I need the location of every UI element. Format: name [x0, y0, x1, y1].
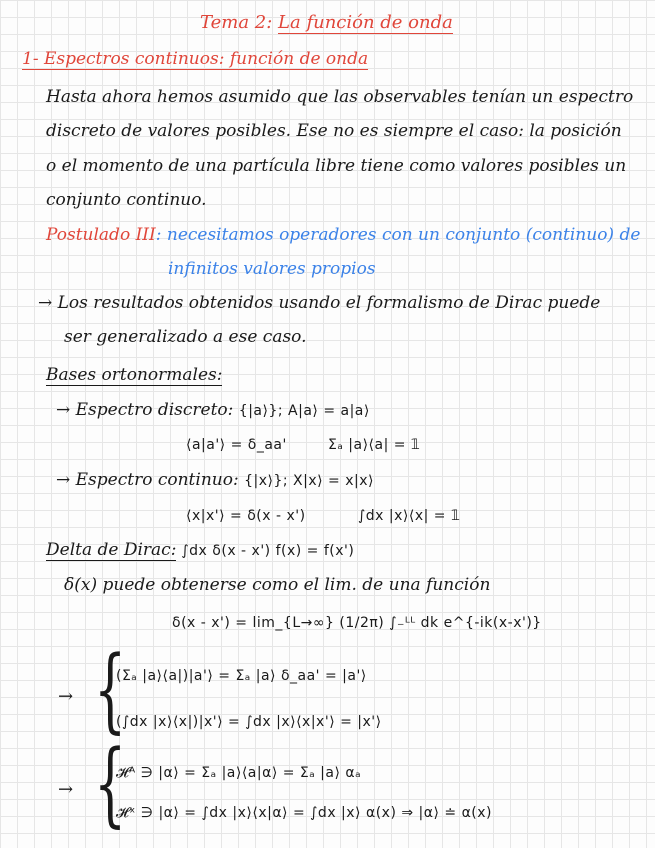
discrete-row — [56, 399, 370, 422]
section-heading — [22, 48, 368, 70]
bases-heading-text: Bases ortonormales: — [46, 365, 223, 385]
intro-line-2: discreto de valores posibles. Ese no es siempre el caso: la posición — [46, 121, 622, 141]
postulate-text-1: : necesitamos operadores con un conjunto (continuo) de — [155, 225, 641, 245]
continuous-equation: {|x⟩}; X|x⟩ = x|x⟩ — [244, 473, 374, 489]
discrete-orthonormality: ⟨a|a'⟩ = δ_aa' — [186, 437, 287, 453]
delta-definition: ∫dx δ(x - x') f(x) = f(x') — [176, 543, 355, 559]
discrete-label: → Espectro discreto: — [56, 400, 239, 420]
system-1-line-2: (∫dx |x⟩⟨x|)|x'⟩ = ∫dx |x⟩⟨x|x'⟩ = |x'⟩ — [116, 714, 382, 730]
postulate-line-1 — [46, 224, 640, 246]
dirac-line-2: ser generalizado a ese caso. — [64, 327, 307, 347]
postulate-line-2: infinitos valores propios — [168, 259, 376, 279]
dirac-line-1: → Los resultados obtenidos usando el formalismo de Dirac puede — [38, 293, 601, 313]
intro-line-4: conjunto continuo. — [46, 190, 207, 210]
delta-formula: δ(x - x') = lim_{L→∞} (1/2π) ∫₋ᴸᴸ dk e^{-ik(x-x')} — [172, 615, 542, 631]
delta-row — [46, 539, 354, 562]
intro-line-3: o el momento de una partícula libre tiene como valores posibles un — [46, 156, 627, 176]
discrete-equation: {|a⟩}; A|a⟩ = a|a⟩ — [238, 403, 370, 419]
delta-heading: Delta de Dirac: — [46, 540, 177, 560]
continuous-row — [56, 469, 374, 492]
continuous-closure: ∫dx |x⟩⟨x| = 𝟙 — [358, 508, 461, 524]
title-prefix: Tema 2: — [200, 12, 279, 33]
intro-line-1: Hasta ahora hemos asumido que las observables tenían un espectro — [46, 87, 634, 107]
delta-text: δ(x) puede obtenerse como el lim. de una función — [64, 575, 491, 595]
discrete-closure: Σₐ |a⟩⟨a| = 𝟙 — [328, 437, 421, 453]
page-title — [200, 12, 453, 34]
continuous-label: → Espectro continuo: — [56, 470, 245, 490]
system-2-arrow: → — [58, 779, 74, 800]
postulate-label: Postulado III — [46, 225, 156, 245]
continuous-orthonormality: ⟨x|x'⟩ = δ(x - x') — [186, 508, 306, 524]
system-2-brace: { — [94, 730, 127, 837]
bases-heading — [46, 364, 222, 386]
section-heading-text: 1- Espectros continuos: función de onda — [22, 49, 369, 69]
title-main: La función de onda — [278, 12, 453, 33]
system-1-arrow: → — [58, 686, 74, 707]
system-1-line-1: (Σₐ |a⟩⟨a|)|a'⟩ = Σₐ |a⟩ δ_aa' = |a'⟩ — [116, 668, 367, 684]
system-2-line-1: 𝓗ᴬ ∋ |α⟩ = Σₐ |a⟩⟨a|α⟩ = Σₐ |a⟩ αₐ — [116, 765, 362, 781]
system-2-line-2: 𝓗ˣ ∋ |α⟩ = ∫dx |x⟩⟨x|α⟩ = ∫dx |x⟩ α(x) ⇒ |α⟩ ≐ α(x) — [116, 805, 493, 821]
system-1-brace: { — [94, 636, 127, 743]
